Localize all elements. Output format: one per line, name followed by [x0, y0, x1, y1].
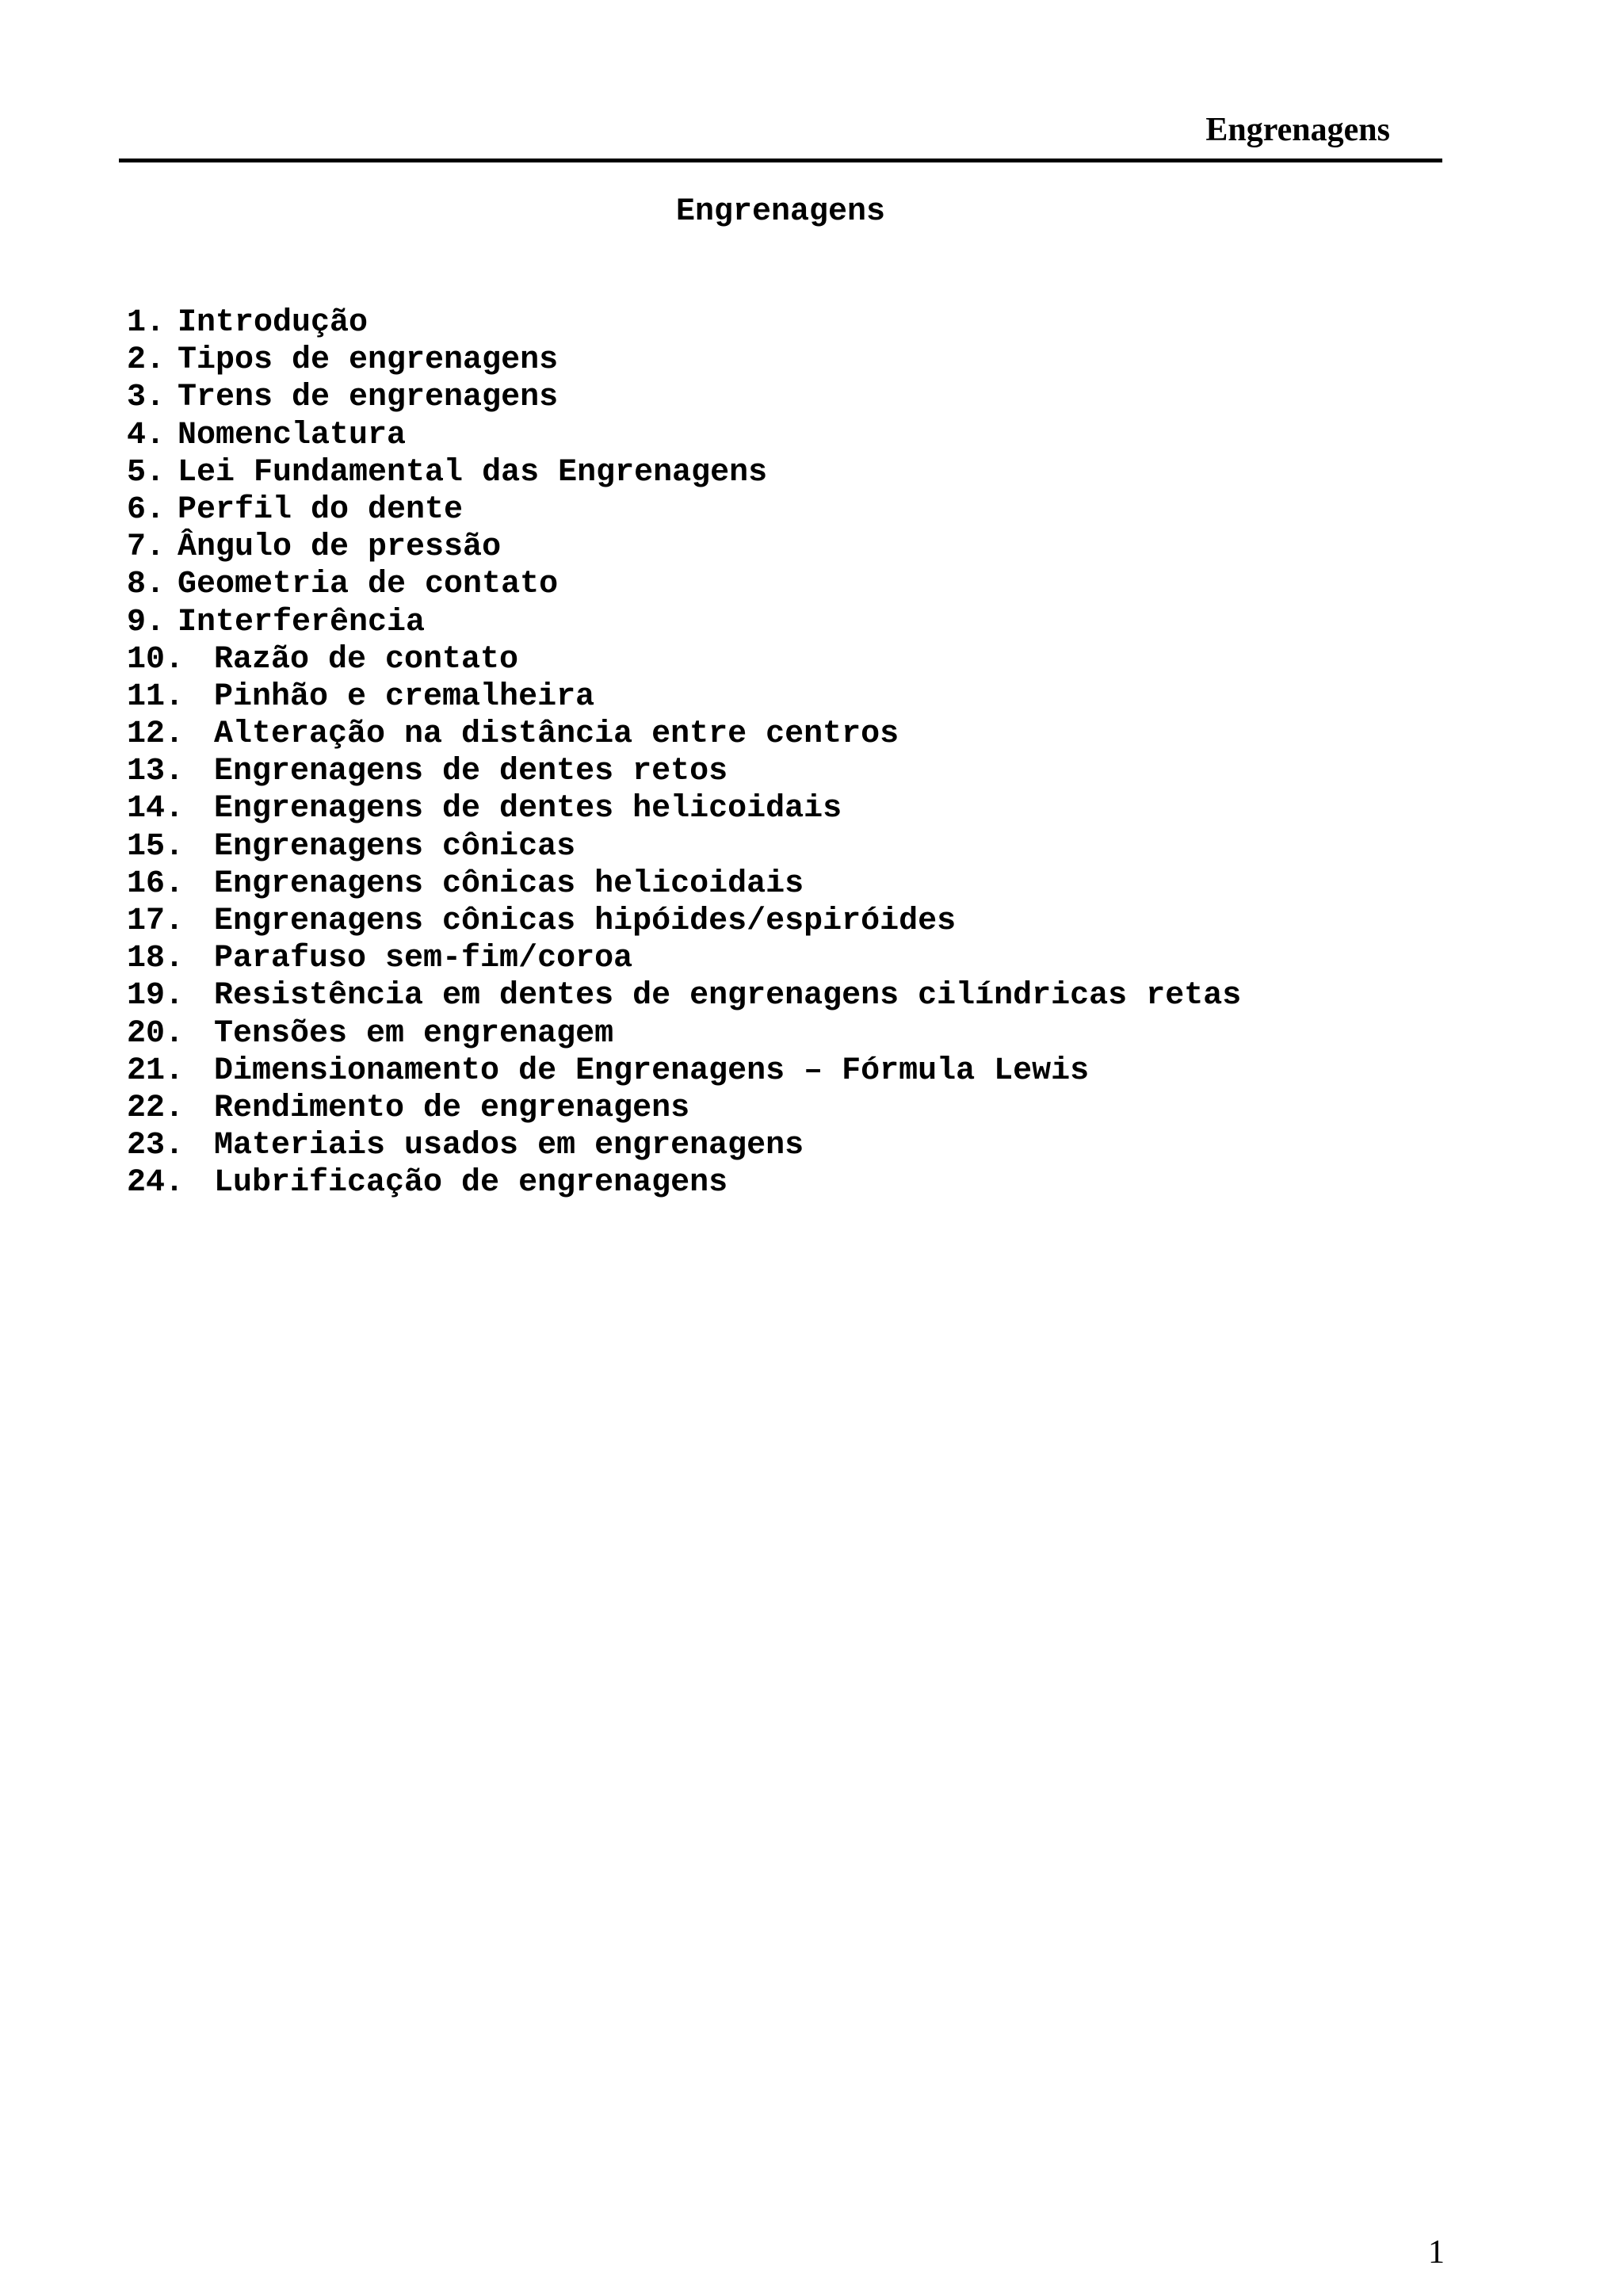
toc-item [127, 641, 1241, 678]
toc-item-label: Parafuso sem-fim/coroa [214, 941, 633, 977]
toc-item-number: 6. [127, 491, 166, 528]
toc-item-number: 22. [127, 1090, 185, 1126]
toc-item-number: 23. [127, 1128, 185, 1164]
toc-item [127, 379, 1241, 416]
toc-item-number: 19. [127, 978, 185, 1014]
toc-item-label: Pinhão e cremalheira [214, 678, 595, 715]
toc-item-number: 18. [127, 941, 185, 977]
toc-item-number: 9. [127, 604, 166, 640]
toc-item [127, 304, 1241, 342]
toc-item [127, 604, 1241, 641]
toc-item [127, 566, 1241, 603]
toc-item-label: Engrenagens cônicas helicoidais [214, 865, 804, 902]
toc-item-label: Engrenagens de dentes retos [214, 754, 728, 790]
toc-item [127, 716, 1241, 753]
toc-item-number: 16. [127, 865, 185, 902]
toc-item-label: Tensões em engrenagem [214, 1015, 614, 1052]
toc-item [127, 454, 1241, 491]
toc-item [127, 1090, 1241, 1127]
document-title: Engrenagens [675, 194, 886, 230]
toc-item-label: Nomenclatura [178, 417, 407, 453]
toc-item-label: Engrenagens de dentes helicoidais [214, 791, 842, 827]
toc-item-number: 4. [127, 417, 166, 453]
toc-item-number: 17. [127, 904, 185, 939]
toc-item-label: Tipos de engrenagens [178, 342, 559, 379]
toc-item-label: Alteração na distância entre centros [214, 716, 899, 753]
toc-item [127, 790, 1241, 827]
toc-item [127, 865, 1241, 903]
toc-item-number: 24. [127, 1165, 185, 1201]
toc-item [127, 529, 1241, 566]
running-header [119, 111, 1442, 162]
toc-item [127, 977, 1241, 1014]
toc-item-number: 1. [127, 305, 166, 341]
toc-item-label: Ângulo de pressão [178, 529, 502, 566]
toc-item-label: Geometria de contato [178, 567, 559, 603]
toc-item-label: Perfil do dente [178, 491, 464, 528]
toc-item [127, 940, 1241, 977]
toc-item [127, 903, 1241, 940]
toc-item-label: Engrenagens cônicas [214, 828, 576, 865]
toc-item-number: 10. [127, 641, 185, 678]
toc-item-number: 5. [127, 454, 166, 491]
toc-item [127, 678, 1241, 716]
toc-item-label: Resistência em dentes de engrenagens cilíndricas retas [214, 978, 1242, 1014]
toc-item-number: 3. [127, 380, 166, 416]
toc-item [127, 342, 1241, 379]
toc-item-number: 20. [127, 1015, 185, 1052]
toc-item-number: 13. [127, 754, 185, 790]
toc-item-label: Introdução [178, 305, 369, 341]
toc-item-label: Razão de contato [214, 641, 519, 678]
toc-item-label: Rendimento de engrenagens [214, 1090, 690, 1126]
toc-item-number: 21. [127, 1052, 185, 1089]
running-header-title: Engrenagens [1205, 112, 1390, 148]
toc-item-label: Engrenagens cônicas hipóides/espiróides [214, 904, 957, 939]
toc-item-label: Trens de engrenagens [178, 380, 559, 416]
toc-item-number: 7. [127, 529, 166, 566]
toc-item-number: 12. [127, 716, 185, 753]
toc-item [127, 753, 1241, 790]
toc-item [127, 417, 1241, 454]
toc-item-label: Lubrificação de engrenagens [214, 1165, 728, 1201]
toc-item-label: Dimensionamento de Engrenagens – Fórmula Lewis [214, 1052, 1090, 1089]
toc-item [127, 828, 1241, 865]
page-number: 1 [1428, 2234, 1445, 2271]
toc-item [127, 1127, 1241, 1164]
toc-item-number: 14. [127, 791, 185, 827]
toc-item-number: 11. [127, 678, 185, 715]
toc-item [127, 491, 1241, 529]
toc-item [127, 1164, 1241, 1201]
toc-item-number: 8. [127, 567, 166, 603]
toc-item-number: 2. [127, 342, 166, 379]
table-of-contents [127, 304, 1241, 1202]
toc-item [127, 1052, 1241, 1090]
toc-item-label: Materiais usados em engrenagens [214, 1128, 804, 1164]
toc-item [127, 1015, 1241, 1052]
toc-item-label: Interferência [178, 604, 426, 640]
toc-item-number: 15. [127, 828, 185, 865]
toc-item-label: Lei Fundamental das Engrenagens [178, 454, 768, 491]
